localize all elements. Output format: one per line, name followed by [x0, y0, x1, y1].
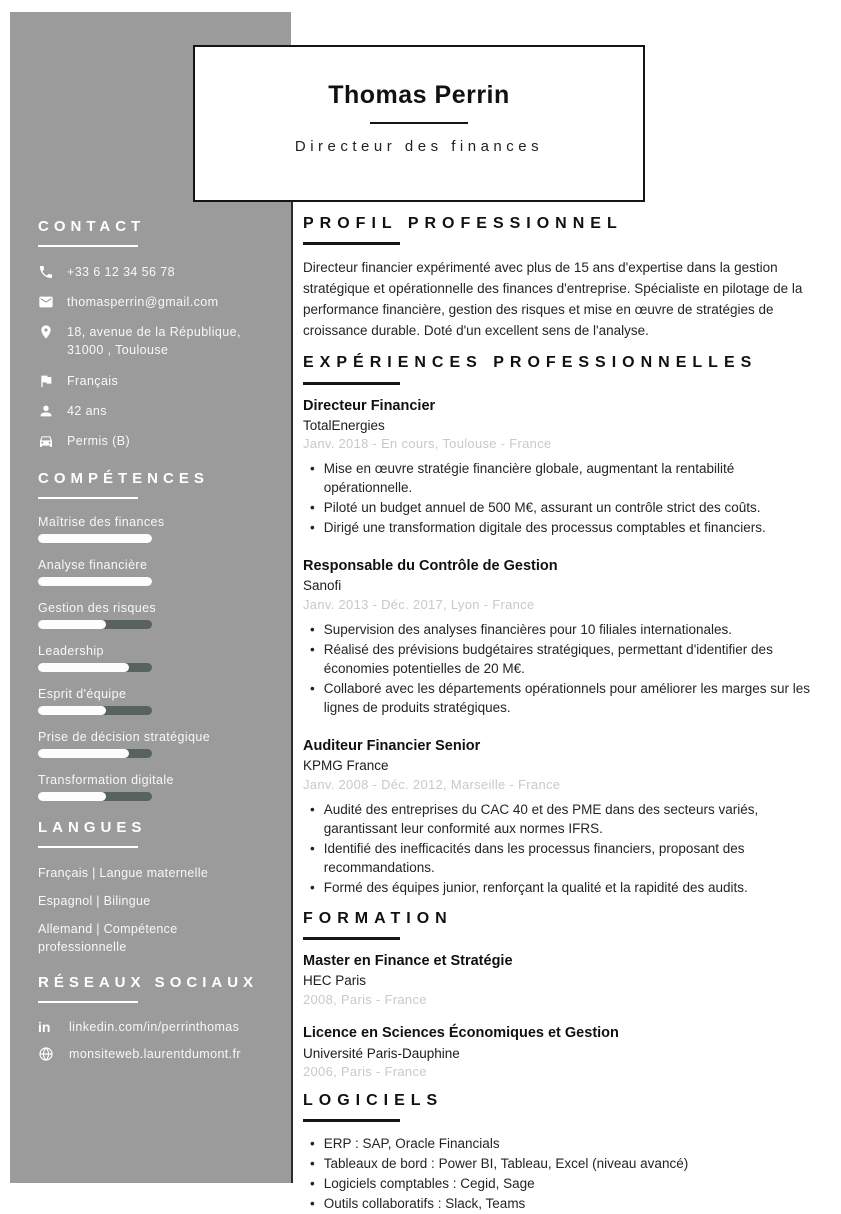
logiciel-item: • Logiciels comptables : Cegid, Sage — [303, 1174, 815, 1193]
section-underline — [303, 937, 400, 940]
competences-section — [38, 470, 271, 801]
section-underline — [303, 242, 400, 245]
name-underline — [370, 122, 468, 124]
experiences-section — [303, 353, 815, 896]
education-date: 2008, Paris - France — [303, 991, 427, 1007]
language-item: Français | Langue maternelle — [38, 865, 209, 880]
skill-item — [38, 515, 271, 543]
section-underline — [38, 1001, 138, 1003]
driving-license: Permis (B) — [67, 433, 131, 448]
phone-icon — [38, 264, 54, 280]
linkedin-url: linkedin.com/in/perrinthomas — [69, 1020, 240, 1035]
age: 42 ans — [67, 403, 107, 418]
section-underline — [303, 1119, 400, 1122]
contact-section — [38, 218, 271, 450]
skill-item — [38, 601, 271, 629]
job-company: Sanofi — [303, 578, 342, 594]
person-icon — [38, 403, 54, 419]
website-item — [38, 1046, 271, 1062]
contact-item-address — [38, 323, 271, 359]
skill-label: Esprit d'équipe — [38, 686, 127, 701]
education-entry — [303, 952, 815, 1009]
langues-section — [38, 819, 271, 957]
section-underline — [38, 846, 138, 848]
logiciels-section — [303, 1091, 815, 1213]
formation-section — [303, 909, 815, 1081]
section-underline — [38, 245, 138, 247]
skill-bar — [38, 663, 152, 672]
phone-number: +33 6 12 34 56 78 — [67, 265, 175, 279]
skill-item — [38, 730, 271, 758]
job-entry — [303, 557, 815, 717]
job-date: Janv. 2013 - Déc. 2017, Lyon - France — [303, 596, 535, 612]
job-bullets — [303, 620, 815, 717]
envelope-icon — [38, 294, 54, 310]
header-box — [193, 45, 645, 202]
education-entry — [303, 1024, 815, 1081]
degree-title: Licence en Sciences Économiques et Gestion — [303, 1025, 619, 1042]
job-bullet: • Identifié des inefficacités dans les processus financiers, proposant des recommandations. — [303, 839, 815, 877]
skill-bar — [38, 534, 152, 543]
job-bullet: • Mise en œuvre stratégie financière globale, augmentant la rentabilité opérationnelle. — [303, 459, 815, 497]
skill-label: Prise de décision stratégique — [38, 729, 211, 744]
job-bullet: • Supervision des analyses financières pour 10 filiales internationales. — [303, 620, 815, 639]
experiences-heading: EXPÉRIENCES PROFESSIONNELLES — [303, 354, 758, 372]
job-bullets — [303, 459, 815, 537]
linkedin-item — [38, 1019, 271, 1035]
education-date: 2006, Paris - France — [303, 1064, 427, 1080]
job-date: Janv. 2018 - En cours, Toulouse - France — [303, 436, 552, 452]
location-pin-icon — [38, 324, 54, 340]
linkedin-icon: in — [38, 1019, 51, 1036]
candidate-job-title: Directeur des finances — [294, 138, 544, 155]
job-bullet: • Audité des entreprises du CAC 40 et des PME dans des secteurs variés, garantissant leur conformité aux normes IFRS. — [303, 800, 815, 838]
language-item: Allemand | Compétence professionnelle — [38, 922, 178, 955]
job-title: Directeur Financier — [303, 397, 436, 414]
skill-label: Gestion des risques — [38, 600, 157, 615]
job-bullet: • Réalisé des prévisions budgétaires stratégiques, permettant d'identifier des économies potentielles de 20 M€. — [303, 640, 815, 678]
skill-item — [38, 687, 271, 715]
skill-item — [38, 773, 271, 801]
skill-item — [38, 644, 271, 672]
skill-label: Leadership — [38, 643, 104, 658]
contact-item-nationality — [38, 372, 271, 390]
logiciel-item: • Outils collaboratifs : Slack, Teams — [303, 1194, 815, 1213]
contact-item-email — [38, 293, 271, 311]
candidate-name: Thomas Perrin — [328, 81, 510, 109]
contact-item-phone — [38, 263, 271, 281]
skill-label: Transformation digitale — [38, 772, 174, 787]
skill-label: Maîtrise des finances — [38, 514, 165, 529]
globe-icon — [38, 1046, 56, 1062]
skill-bar — [38, 792, 152, 801]
logiciel-item: • Tableaux de bord : Power BI, Tableau, Excel (niveau avancé) — [303, 1154, 815, 1173]
nationality: Français — [67, 373, 119, 388]
competences-heading: COMPÉTENCES — [38, 469, 209, 487]
profil-section — [303, 214, 815, 341]
language-item: Espagnol | Bilingue — [38, 894, 151, 908]
degree-title: Master en Finance et Stratégie — [303, 952, 513, 969]
website-url: monsiteweb.laurentdumont.fr — [69, 1047, 241, 1062]
skill-bar — [38, 749, 152, 758]
job-bullet: • Formé des équipes junior, renforçant la qualité et la rapidité des audits. — [303, 878, 815, 897]
logiciels-list — [303, 1134, 815, 1213]
job-bullet: • Piloté un budget annuel de 500 M€, assurant un contrôle strict des coûts. — [303, 498, 815, 517]
contact-item-license — [38, 432, 271, 450]
postal-address: 18, avenue de la République, 31000 , Toulouse — [67, 325, 241, 358]
job-bullet: • Dirigé une transformation digitale des processus comptables et financiers. — [303, 518, 815, 537]
job-bullet: • Collaboré avec les départements opérationnels pour améliorer les marges sur les lignes de produits stratégiques. — [303, 679, 815, 717]
logiciels-heading: LOGICIELS — [303, 1092, 444, 1109]
contact-item-age — [38, 402, 271, 420]
school-name: Université Paris-Dauphine — [303, 1045, 460, 1061]
job-date: Janv. 2008 - Déc. 2012, Marseille - France — [303, 776, 561, 792]
formation-heading: FORMATION — [303, 909, 453, 927]
job-bullets — [303, 800, 815, 897]
profil-heading: PROFIL PROFESSIONNEL — [303, 215, 623, 232]
section-underline — [38, 497, 138, 499]
job-company: KPMG France — [303, 758, 389, 774]
langues-heading: LANGUES — [38, 818, 147, 836]
contact-heading: CONTACT — [38, 218, 146, 235]
reseaux-heading: RÉSEAUX SOCIAUX — [38, 974, 259, 992]
logiciel-item: • ERP : SAP, Oracle Financials — [303, 1134, 815, 1153]
skill-bar — [38, 706, 152, 715]
school-name: HEC Paris — [303, 973, 367, 988]
job-title: Auditeur Financier Senior — [303, 737, 481, 754]
job-title: Responsable du Contrôle de Gestion — [303, 558, 558, 575]
car-icon — [38, 433, 54, 449]
section-underline — [303, 382, 400, 385]
skill-label: Analyse financière — [38, 557, 148, 572]
job-company: TotalEnergies — [303, 417, 385, 433]
profil-text: Directeur financier expérimenté avec plus de 15 ans d'expertise dans la gestion stratégique et opérationnelle des finances d'entreprise. Spécialiste en pilotage de la performance financière, gestion des risques et mise en œuvre de stratégies de croissance durable. Doté d'un excellent sens de l'analyse. — [303, 260, 803, 339]
job-entry — [303, 737, 815, 897]
reseaux-sociaux-section — [38, 974, 271, 1062]
skill-item — [38, 558, 271, 586]
email-address: thomasperrin@gmail.com — [67, 295, 219, 310]
skill-bar — [38, 577, 152, 586]
job-entry — [303, 397, 815, 538]
flag-icon — [38, 373, 54, 389]
skill-bar — [38, 620, 152, 629]
